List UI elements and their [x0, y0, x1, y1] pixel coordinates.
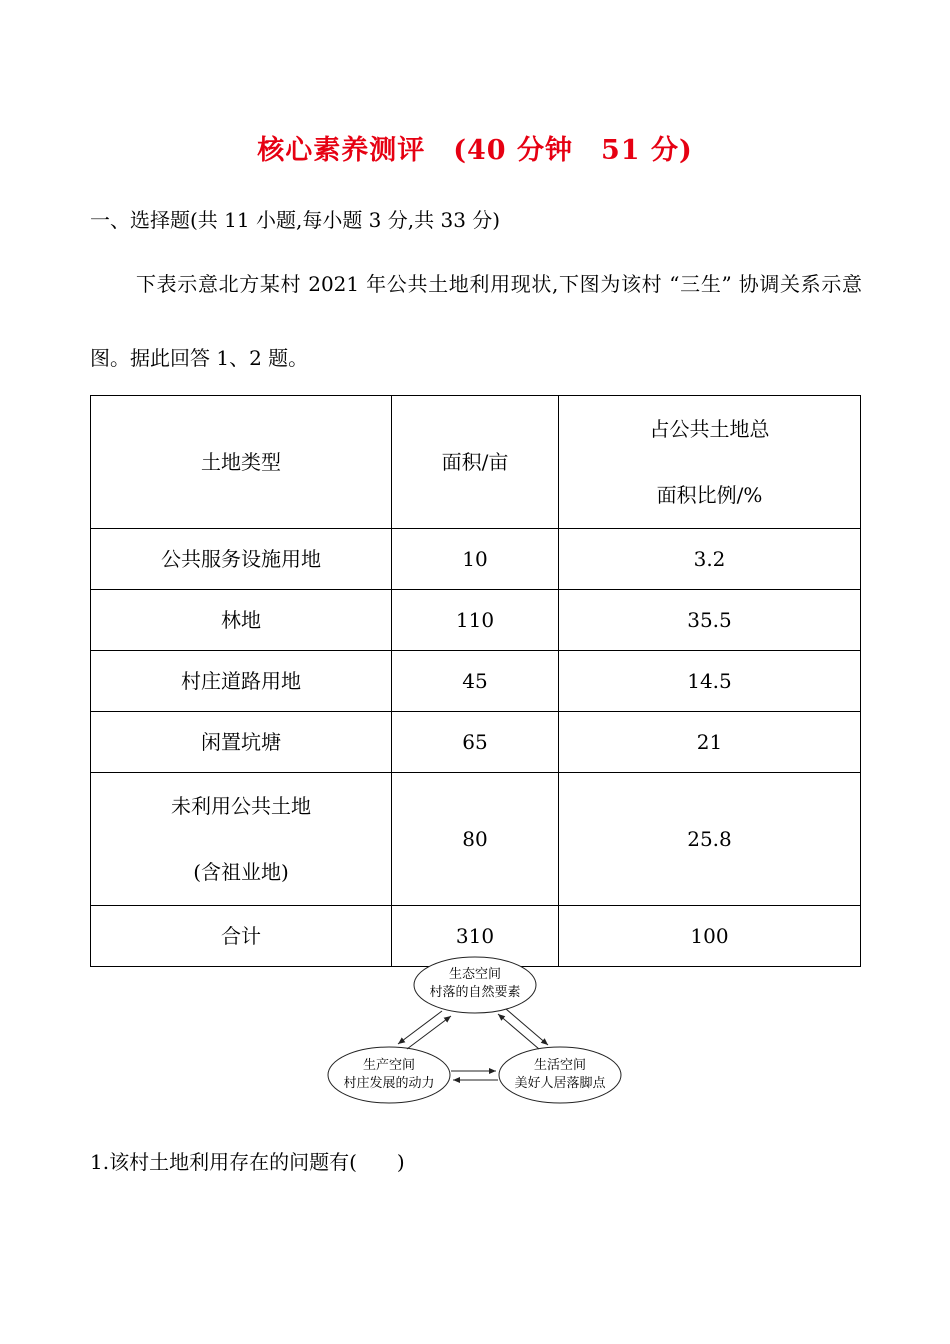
cell-type: 合计	[91, 906, 392, 967]
table-row	[91, 651, 861, 712]
cell-area: 80	[392, 773, 559, 906]
table-row	[91, 712, 861, 773]
prod-space-ellipse	[328, 1047, 450, 1103]
header-ratio-line2: 面积比例/%	[656, 483, 763, 507]
intro-paragraph: 下表示意北方某村 2021 年公共土地利用现状,下图为该村 “三生” 协调关系示意图。据此回答 1、2 题。	[90, 272, 862, 370]
life-space-ellipse	[499, 1047, 621, 1103]
cell-type-line1: 未利用公共土地	[171, 794, 311, 818]
header-ratio	[559, 396, 861, 529]
header-area: 面积/亩	[392, 396, 559, 529]
cell-area: 65	[392, 712, 559, 773]
cell-type: 村庄道路用地	[91, 651, 392, 712]
cell-type: 公共服务设施用地	[91, 529, 392, 590]
header-land-type: 土地类型	[91, 396, 392, 529]
life-space-label: 生活空间	[533, 1058, 587, 1073]
cell-type: 闲置坑塘	[91, 712, 392, 773]
cell-area: 310	[392, 906, 559, 967]
three-space-diagram	[325, 948, 625, 1110]
table-header-row	[91, 396, 861, 529]
life-space-desc: 美好人居落脚点	[514, 1076, 606, 1091]
table-row	[91, 773, 861, 906]
cell-type: 林地	[91, 590, 392, 651]
cell-area: 10	[392, 529, 559, 590]
section-heading: 一、选择题(共 11 小题,每小题 3 分,共 33 分)	[90, 208, 501, 232]
cell-ratio: 25.8	[559, 773, 861, 906]
cell-ratio: 21	[559, 712, 861, 773]
question-1: 1.该村土地利用存在的问题有( )	[90, 1150, 405, 1174]
page-title: 核心素养测评 (40 分钟 51 分)	[257, 135, 693, 166]
arrow-eco-to-life	[506, 1009, 548, 1045]
header-ratio-line1: 占公共土地总	[649, 417, 770, 441]
cell-ratio: 35.5	[559, 590, 861, 651]
land-use-table	[90, 395, 861, 967]
prod-space-desc: 村庄发展的动力	[343, 1076, 435, 1091]
cell-type-line2: (含祖业地)	[193, 860, 289, 884]
eco-space-label: 生态空间	[448, 967, 502, 982]
cell-ratio: 3.2	[559, 529, 861, 590]
cell-type	[91, 773, 392, 906]
cell-ratio: 100	[559, 906, 861, 967]
table-row	[91, 590, 861, 651]
cell-area: 110	[392, 590, 559, 651]
cell-area: 45	[392, 651, 559, 712]
prod-space-label: 生产空间	[362, 1058, 416, 1073]
eco-space-desc: 村落的自然要素	[429, 985, 521, 1000]
cell-ratio: 14.5	[559, 651, 861, 712]
table-row	[91, 529, 861, 590]
